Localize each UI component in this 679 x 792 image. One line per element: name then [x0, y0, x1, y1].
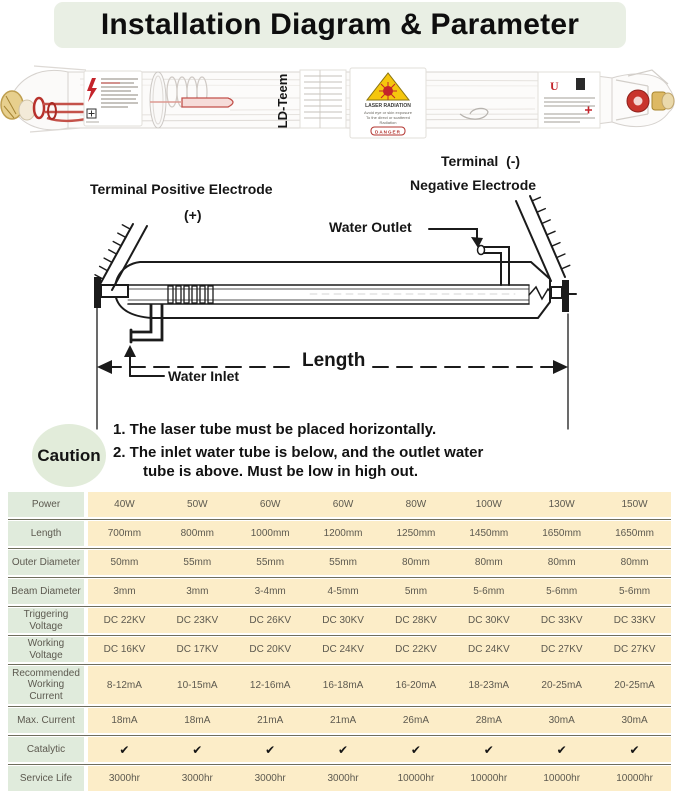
table-cell: DC 33KV [525, 608, 598, 633]
warning-title: LASER RADIATION [365, 103, 411, 109]
table-cell: DC 23KV [161, 608, 234, 633]
negative-terminal-hatches [532, 197, 570, 269]
check-mark: ✔ [452, 737, 525, 762]
table-cell: 1000mm [234, 521, 307, 546]
table-cell: 18-23mA [452, 666, 525, 704]
table-cell: 1650mm [525, 521, 598, 546]
table-cell: 50W [161, 492, 234, 517]
label-length: Length [302, 350, 366, 371]
table-cell: 80mm [452, 550, 525, 575]
row-separator [8, 664, 671, 665]
label-terminal-positive: Terminal Positive Electrode [90, 181, 273, 197]
table-cell: 18mA [161, 708, 234, 733]
row-label: Service Life [8, 766, 84, 791]
table-cell: DC 16KV [88, 637, 161, 662]
right-spec-label [538, 72, 600, 128]
tube-outline [115, 262, 550, 318]
table-cell: 5-6mm [525, 579, 598, 604]
table-cell: 40W [88, 492, 161, 517]
dimension-arrow-right [553, 360, 568, 374]
table-cell: 18mA [88, 708, 161, 733]
left-spec-label [84, 71, 142, 126]
table-cell: 1450mm [452, 521, 525, 546]
right-connector-square [551, 287, 562, 298]
table-cell: DC 30KV [307, 608, 380, 633]
table-cell: DC 17KV [161, 637, 234, 662]
table-row [8, 550, 671, 575]
check-mark: ✔ [88, 737, 161, 762]
row-label: Beam Diameter [8, 579, 84, 604]
table-cell: 55mm [307, 550, 380, 575]
table-cell: DC 22KV [380, 637, 453, 662]
row-separator [8, 706, 671, 707]
brand-label [300, 70, 346, 128]
table-cell: 700mm [88, 521, 161, 546]
ceramic-insulator [19, 100, 35, 120]
water-outlet-leader [429, 229, 477, 240]
label-terminal-negative: Terminal (-) [441, 153, 521, 169]
row-label: Catalytic [8, 737, 84, 762]
row-label: Length [8, 521, 84, 546]
table-cell: 5mm [380, 579, 453, 604]
table-cell: 80mm [598, 550, 671, 575]
row-label: Max. Current [8, 708, 84, 733]
right-label-mark: U [550, 79, 559, 93]
table-cell: 10000hr [452, 766, 525, 791]
table-cell: 3-4mm [234, 579, 307, 604]
table-cell: DC 24KV [307, 637, 380, 662]
table-cell: 3mm [161, 579, 234, 604]
row-separator [8, 577, 671, 578]
caution-badge: Caution [32, 424, 106, 487]
table-cell: 1650mm [598, 521, 671, 546]
row-label: Power [8, 492, 84, 517]
table-cell: 26mA [380, 708, 453, 733]
table-cell: DC 24KV [452, 637, 525, 662]
parameter-table [8, 492, 671, 791]
table-cell: DC 27KV [525, 637, 598, 662]
table-cell: 16-18mA [307, 666, 380, 704]
danger-text: DANGER [375, 129, 401, 135]
table-cell: 30mA [598, 708, 671, 733]
black-square-icon [576, 78, 585, 90]
row-separator [8, 635, 671, 636]
caution-item-2-line2: tube is above. Must be low in high out. [143, 463, 419, 480]
table-cell: DC 33KV [598, 608, 671, 633]
table-cell: 1250mm [380, 521, 453, 546]
check-mark: ✔ [234, 737, 307, 762]
table-cell: 80mm [525, 550, 598, 575]
table-cell: 3mm [88, 579, 161, 604]
page-title: Installation Diagram & Parameter [54, 2, 626, 48]
table-cell: 100W [452, 492, 525, 517]
table-cell: 3000hr [88, 766, 161, 791]
table-cell: 28mA [452, 708, 525, 733]
table-cell: 30mA [525, 708, 598, 733]
caution-item-1: 1. The laser tube must be placed horizontally. [113, 421, 437, 438]
table-cell: 4-5mm [307, 579, 380, 604]
check-mark: ✔ [161, 737, 234, 762]
table-cell: 10-15mA [161, 666, 234, 704]
table-cell: 80W [380, 492, 453, 517]
warning-line1: Avoid eye or skin exposure [364, 110, 412, 115]
table-row [8, 492, 671, 517]
table-row [8, 637, 671, 662]
red-inner-electrode [182, 98, 233, 107]
check-mark: ✔ [598, 737, 671, 762]
glass-collar-ring [150, 72, 166, 128]
table-cell: 21mA [307, 708, 380, 733]
right-flange [562, 280, 569, 312]
table-cell: DC 20KV [234, 637, 307, 662]
row-separator [8, 735, 671, 736]
table-cell: DC 28KV [380, 608, 453, 633]
table-cell: 16-20mA [380, 666, 453, 704]
table-cell: DC 27KV [598, 637, 671, 662]
table-cell: 60W [307, 492, 380, 517]
left-flange [94, 277, 101, 308]
table-cell: DC 26KV [234, 608, 307, 633]
table-row [8, 766, 671, 791]
table-cell: 3000hr [161, 766, 234, 791]
table-cell: DC 22KV [88, 608, 161, 633]
row-separator [8, 548, 671, 549]
warning-line2: To the direct or scattered [365, 115, 411, 120]
table-cell: 55mm [234, 550, 307, 575]
table-cell: DC 30KV [452, 608, 525, 633]
warning-label [350, 68, 426, 138]
row-label: Triggering Voltage [8, 608, 84, 633]
table-cell: 1200mm [307, 521, 380, 546]
row-separator [8, 606, 671, 607]
table-row [8, 666, 671, 704]
table-row [8, 608, 671, 633]
row-label: Recommended Working Current [8, 666, 84, 704]
row-label: Working Voltage [8, 637, 84, 662]
dimension-arrow-left [97, 360, 112, 374]
table-cell: 10000hr [598, 766, 671, 791]
table-cell: 60W [234, 492, 307, 517]
table-cell: 3000hr [234, 766, 307, 791]
label-negative-electrode: Negative Electrode [410, 177, 537, 193]
table-cell: 3000hr [307, 766, 380, 791]
caution-item-2-line1: 2. The inlet water tube is below, and the outlet water [113, 444, 484, 461]
brand-text: LD-Teem [275, 73, 290, 129]
row-separator [8, 519, 671, 520]
table-cell: 20-25mA [525, 666, 598, 704]
table-cell: 800mm [161, 521, 234, 546]
row-separator [8, 764, 671, 765]
water-inlet-arrowhead [124, 345, 136, 357]
check-mark: ✔ [380, 737, 453, 762]
table-cell: 20-25mA [598, 666, 671, 704]
table-row [8, 708, 671, 733]
laser-tube-photo [0, 58, 679, 148]
table-cell: 80mm [380, 550, 453, 575]
table-cell: 12-16mA [234, 666, 307, 704]
table-cell: 10000hr [380, 766, 453, 791]
label-positive-sign: (+) [184, 207, 202, 223]
check-mark: ✔ [307, 737, 380, 762]
label-water-outlet: Water Outlet [329, 219, 412, 235]
table-cell: 130W [525, 492, 598, 517]
table-row [8, 579, 671, 604]
table-cell: 5-6mm [452, 579, 525, 604]
table-cell: 55mm [161, 550, 234, 575]
table-row [8, 737, 671, 762]
table-cell: 50mm [88, 550, 161, 575]
table-cell: 150W [598, 492, 671, 517]
table-cell: 21mA [234, 708, 307, 733]
row-label: Outer Diameter [8, 550, 84, 575]
table-row [8, 521, 671, 546]
table-cell: 8-12mA [88, 666, 161, 704]
table-cell: 5-6mm [598, 579, 671, 604]
label-water-inlet: Water Inlet [168, 368, 240, 384]
warning-line3: Radiation [379, 120, 397, 125]
check-mark: ✔ [525, 737, 598, 762]
table-cell: 10000hr [525, 766, 598, 791]
